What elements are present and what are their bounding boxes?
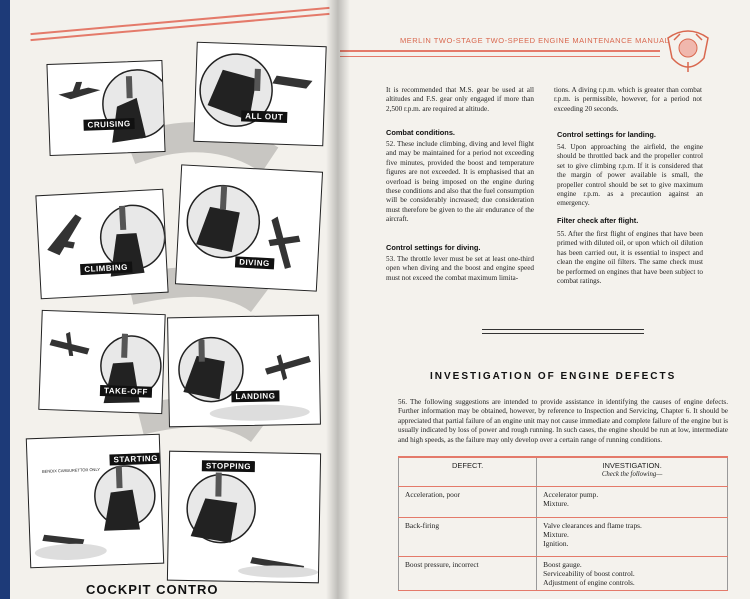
table-row xyxy=(399,487,728,518)
checks-cell: Valve clearances and flame traps. Mixture. Ignition. xyxy=(537,518,728,557)
panel-label: TAKE-OFF xyxy=(100,385,152,398)
defect-cell: Back-firing xyxy=(399,518,537,557)
col1-intro: It is recommended that M.S. gear be used at all altitudes and F.S. gear only engaged if more than 2,500 r.p.m. are required at altitude. xyxy=(386,86,534,113)
panel-all-out xyxy=(193,42,326,146)
right-header-stripe-2 xyxy=(340,56,660,57)
investigation-column-header: INVESTIGATION. Check the following— xyxy=(537,457,728,487)
combat-text: 52. These include climbing, diving and level flight and may be maintained for a period not exceeding five minutes, provided the boost and temperature figures are not exceeded. It is emphasised that an overload is being imposed on the engine during these conditions and also that the fuel consumption will be considerably increased; due consideration must therefore be given to the air endurance of the aircraft. xyxy=(386,140,534,224)
panel-label: STARTING xyxy=(109,453,162,466)
manual-header: MERLIN TWO-STAGE TWO-SPEED ENGINE MAINTENANCE MANUAL xyxy=(400,36,670,45)
panel-diving xyxy=(175,164,323,291)
panel-label: STOPPING xyxy=(202,460,255,472)
checks-cell: Accelerator pump. Mixture. xyxy=(537,487,728,518)
panel-label: CRUISING xyxy=(83,118,134,131)
defect-cell: Boost pressure, incorrect xyxy=(399,557,537,591)
panel-starting xyxy=(26,434,164,569)
defect-cell: Acceleration, poor xyxy=(399,487,537,518)
aircraft-icon xyxy=(45,214,83,256)
panel-note: BENDIX CARBURETTOR ONLY xyxy=(41,466,101,474)
filter-heading: Filter check after flight. xyxy=(557,216,639,225)
landing-text: 54. Upon approaching the airfield, the engine should be throttled back and the propeller control set to give climbing r.p.m. If it is considered that the margin of power available is small, the propeller control should be set to give maximum engine r.p.m. as a precaution against an emergency. xyxy=(557,143,703,208)
panel-label: ALL OUT xyxy=(241,110,287,123)
table-row xyxy=(399,557,728,591)
diving-heading: Control settings for diving. xyxy=(386,243,481,252)
landing-heading: Control settings for landing. xyxy=(557,130,656,139)
checks-cell: Boost gauge. Serviceability of boost control. Adjustment of engine controls. xyxy=(537,557,728,591)
panel-landing xyxy=(167,315,321,428)
filter-text: 55. After the first flight of engines that have been primed with diluted oil, or upon which oil dilution has been carried out, it is essential to inspect and clean the engine oil filters. The same check must be performed on engines that have been subject to combat ratings. xyxy=(557,230,703,286)
crest-logo-icon xyxy=(664,28,712,78)
combat-heading: Combat conditions. xyxy=(386,128,455,137)
table-row xyxy=(399,518,728,557)
defect-column-header: DEFECT. xyxy=(399,457,537,487)
divider-rule-1 xyxy=(482,329,644,330)
panel-label: LANDING xyxy=(231,390,279,402)
panel-cruising xyxy=(46,60,165,156)
section-title: INVESTIGATION OF ENGINE DEFECTS xyxy=(430,371,677,382)
cockpit-controls-caption: COCKPIT CONTRO xyxy=(86,582,219,597)
page-gutter xyxy=(326,0,350,599)
section-text: 56. The following suggestions are intended to provide assistance in identifying the causes of engine defects. Further information may be obtained, however, by reference to Inspection and Servicing, Chapter 6. It should be appreciated that partial failure of an engine unit may not cause immediate and complete failure of the engine but is usually indicated by loss of power and rough running. In such cases, the engine should be run at low, intermediate and high speeds, as the failure may only develop over a certain range of running conditions. xyxy=(398,398,728,444)
panel-label: DIVING xyxy=(235,256,274,269)
defects-table xyxy=(398,456,728,591)
panel-climbing xyxy=(35,189,168,300)
panel-label: CLIMBING xyxy=(80,261,132,275)
right-header-stripe xyxy=(340,50,660,52)
aircraft-icon xyxy=(272,75,312,88)
panel-stopping xyxy=(167,451,321,584)
col2-intro: tions. A diving r.p.m. which is greater than combat r.p.m. is permissible, however, for a period not exceeding 20 seconds. xyxy=(554,86,702,113)
diving-text: 53. The throttle lever must be set at least one-third open when diving and the boost and engine speed must not exceed the combat maximum limita- xyxy=(386,255,534,282)
aircraft-icon xyxy=(265,356,311,375)
panel-take-off xyxy=(38,310,165,414)
divider-rule-2 xyxy=(482,333,644,334)
